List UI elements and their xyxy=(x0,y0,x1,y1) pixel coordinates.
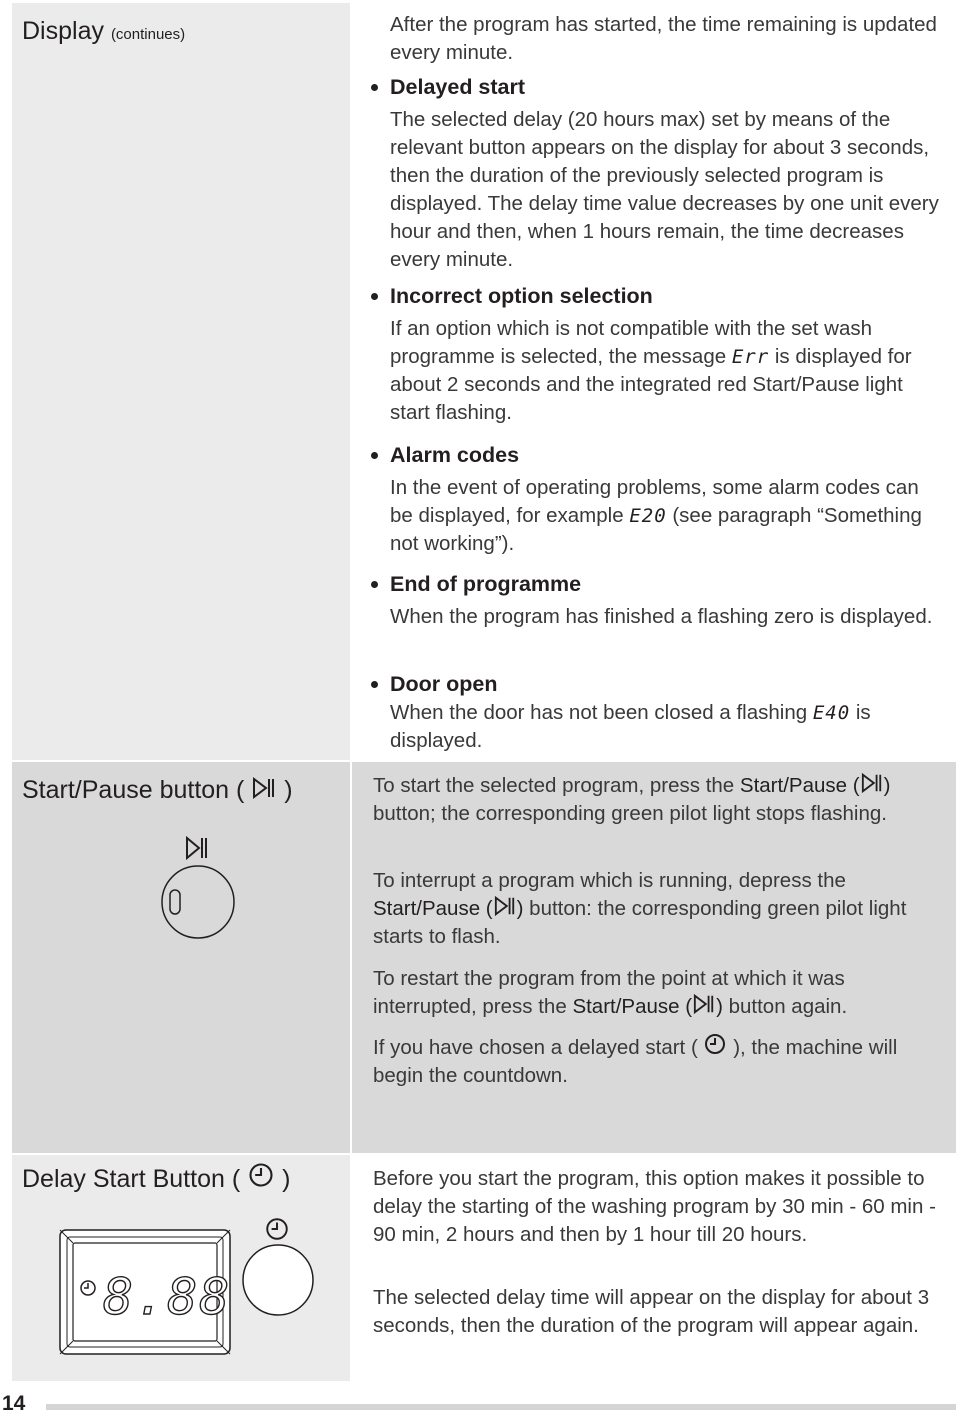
item-text: When the door has not been closed a flashing E40 is displayed. xyxy=(390,701,871,752)
item-title: Incorrect option selection xyxy=(390,282,945,310)
start-pause-paragraph-1: To start the selected program, press the Start/Pause ( ) button; the corresponding green pilot light stops flashing. xyxy=(373,774,891,825)
play-pause-icon xyxy=(184,835,210,861)
start-pause-paragraph-4: If you have chosen a delayed start ( ), the machine will begin the countdown. xyxy=(373,1032,948,1090)
item-text: In the event of operating problems, some alarm codes can be displayed, for example E20 (see paragraph “Something not working”). xyxy=(390,476,922,555)
play-pause-icon xyxy=(692,993,716,1015)
item-title: End of programme xyxy=(390,570,945,598)
lcd-digits: 8.88 xyxy=(103,1268,232,1326)
page-number: 14 xyxy=(2,1392,26,1415)
clock-icon xyxy=(264,1216,290,1242)
e40-code: E40 xyxy=(812,702,851,724)
delay-start-knob[interactable] xyxy=(240,1242,316,1318)
display-intro: After the program has started, the time remaining is updated every minute. xyxy=(390,13,937,64)
display-title-text: Display xyxy=(22,17,104,45)
item-text: When the program has finished a flashing zero is displayed. xyxy=(390,605,933,628)
lcd-display-illustration xyxy=(59,1229,231,1355)
item-door-open xyxy=(390,670,945,755)
item-text: The selected delay (20 hours max) set by means of the relevant button appears on the display for about 3 seconds, then the duration of the previously selected program is displayed. The delay time value decreases by one unit every hour and then, when 1 hours remain, the time decreases every minute. xyxy=(390,108,939,271)
item-end-of-programme xyxy=(390,570,945,631)
display-label-panel xyxy=(12,3,350,760)
item-text: If an option which is not compatible with the set wash programme is selected, the message Err is displayed for about 2 seconds and the integrated red Start/Pause light start flashing. xyxy=(390,317,912,424)
err-code: Err xyxy=(731,346,770,368)
delay-start-section-title: Delay Start Button ( ) xyxy=(22,1161,290,1194)
play-pause-icon xyxy=(493,895,517,917)
delay-start-paragraph-1: Before you start the program, this option makes it possible to delay the starting of the washing program by 30 min - 60 min - 90 min, 2 hours and then by 1 hour till 20 hours. xyxy=(373,1167,936,1246)
start-pause-label-panel xyxy=(12,762,350,1153)
display-title-note: (continues) xyxy=(110,26,186,43)
start-pause-knob[interactable] xyxy=(158,862,238,942)
item-title: Alarm codes xyxy=(390,441,945,469)
start-pause-paragraph-3: To restart the program from the point at which it was interrupted, press the Start/Pause ( ) button again. xyxy=(373,967,848,1018)
clock-icon xyxy=(247,1161,275,1189)
start-pause-section-title: Start/Pause button ( ) xyxy=(22,776,293,804)
e20-code: E20 xyxy=(629,505,667,527)
item-incorrect-option xyxy=(390,282,945,427)
item-alarm-codes xyxy=(390,441,945,558)
display-section-title xyxy=(22,16,185,50)
start-pause-paragraph-2: To interrupt a program which is running, depress the Start/Pause ( ) button: the corresponding green pilot light starts to flash. xyxy=(373,869,907,948)
item-delayed-start xyxy=(390,73,945,274)
item-title: Door open xyxy=(390,670,945,698)
play-pause-icon xyxy=(251,776,277,800)
delay-start-paragraph-2: The selected delay time will appear on the display for about 3 seconds, then the duration of the program will appear again. xyxy=(373,1286,930,1337)
play-pause-icon xyxy=(860,772,884,794)
footer-rule xyxy=(46,1404,956,1410)
clock-icon xyxy=(703,1032,727,1056)
item-title: Delayed start xyxy=(390,73,945,101)
